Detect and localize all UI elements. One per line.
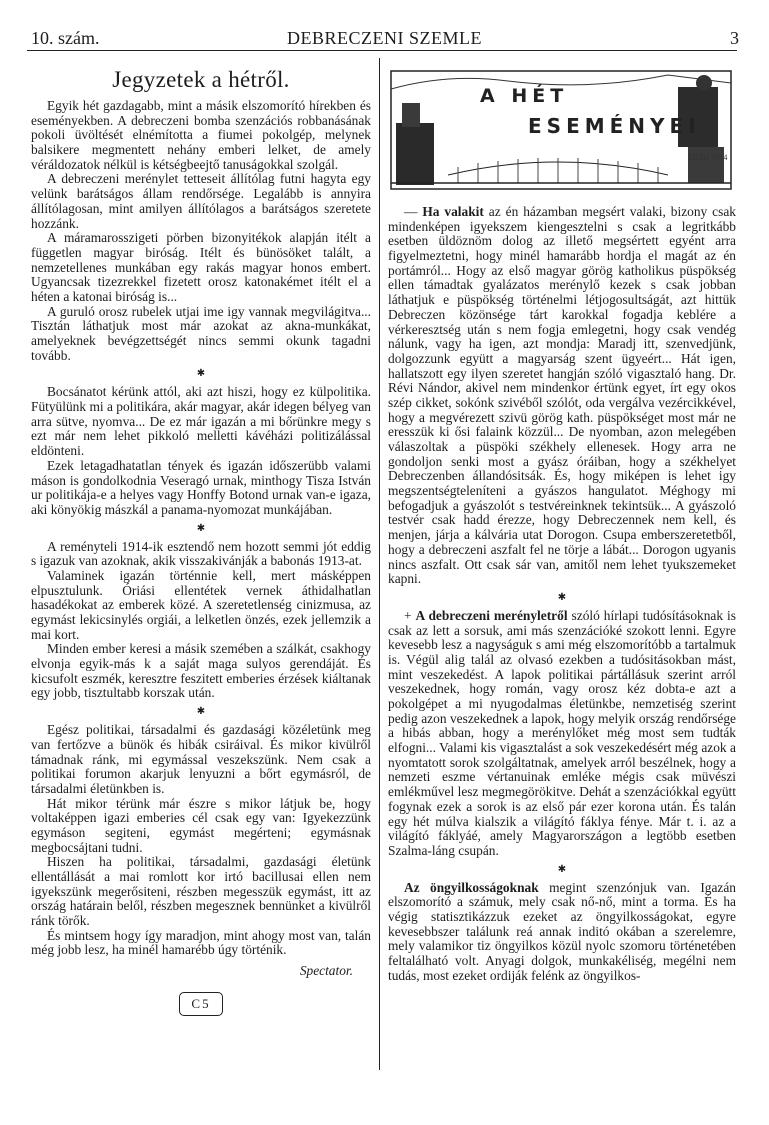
lead-phrase: A debreczeni merényletről [415, 607, 568, 623]
author-signature: Spectator. [299, 963, 353, 979]
section-separator: ✱ [557, 863, 567, 875]
paragraph: A reményteli 1914-ik esztendő nem hozott semmi jót eddig s igazuk van azoknak, akik visszakivánják a babonás 1913-at. [31, 538, 371, 569]
section-separator: ✱ [196, 522, 206, 534]
paragraph: Ezek letagadhatatlan tények és igazán időszerübb valami máson is gondolkodnia Veseragó urnak, minthogy Tisza István ur politikája-e a helyes vagy Honffy Botond urnak van-e igaza, aki könyökig mászkál a panama-nyomozat munkájában. [31, 457, 371, 517]
paragraph: — Ha valakit az én házamban megsért valaki, bizony csak mindenképen igyekszem kiengesztelni s csak a legritkább esetben üldöznöm dolog az illető megsértett egyént arra figyelmeztetni, hogy minél hamarább hordja el magát az én portámról... Hogy az első magyar görög katholikus püspökség ellen támadtak gyalázatos merénylő kezek s csak jobban láthatjuk e püspökség történelmi létjogosultságát, azt hittük Debreczen közönsége tárt karokkal fogadja keblére a vérkeresztség után s nem fogja emlegetni, hogy csak vendég nálunk, vagy ha igen, azt mondja: Maradj itt, szenvedjünk, dolgozzunk együtt a magyarság szent ügyeért... Hát igen, hallatszott egy ilyen szeretet hangján szóló vigasztaló hang. Dr. Révi Nándor, akivel nem mindenkor értünk egyet, írt egy okos szép cikket, sokónk szivéből szólót, oda vergálva vezércikkével, hogy a megvérezett szivü görög kath. püspökséget most már ne eresszük ki ősi falaink közzül... De nyomban, azon melegében válaszoltak a püspöki székhely ellenesek. Hogy arra ne gondoljon senki most a gyász óráiban, hogy a székhelyet Debreczenben állandósitsák. És, hogy miképen is lehet igy megszentségteleníteni a gyászos hangulatot. Méghogy mi befogadjuk a gyászolót s testvéreinknek tekintsük... A gyászoló testvér csak hadd érezze, hogy Debreczennek nem kell, és menjen, járja a kálvária utat Dorogon. Csupa emberszeretetből, hogy a debreczeni aszfalt fel ne törje a lábát... Dorogon ugyanis nincs aszfalt. Ott csak sár van, amitől nem lehet tyukszemeket kapni. [388, 204, 736, 587]
section-separator: ✱ [557, 591, 567, 603]
paragraph-text: megint szenzónjuk van. Igazán elszomorító a számuk, mely csak nő-nő, mint a torma. És ha végig statisztikázzuk ezeket az öngyilkosságokat, egyre kevesebbszer találunk reá annak inditó okában a szerelemre, mely valamikor tiz öngyilkos közül nyolc szomoru történetében feltalálható volt. Anyagi dolgok, munkakéliség, megélni nem tudás, most ezeket ordiják felénk az öngyilkos- [388, 879, 736, 983]
header-rule [27, 50, 737, 51]
printer-ornament: C5 [179, 992, 223, 1016]
artist-signature: TÖTH 1914 [688, 153, 728, 162]
paragraph: Egyik hét gazdagabb, mint a másik elszomorító hírekben és eseményekben. A debreczeni bomba szenzációs robbanásának pokoli üvöltését elnémította a fiumei pokolgép, melynek balsikere megmentett nehány emberi lelket, de amely véráldozatok nélkül is kétségbeejtő tanuságokkal szolgál. [31, 98, 371, 172]
banner-title-line2: ESEMÉNYEI [528, 114, 701, 138]
paragraph: A máramarosszigeti pörben bizonyitékok alapján itélt a független magyar biróság. Itélt és bünösöket talált, a nemzetellenes munkában egy rakás magyar honos embert. Ugyancsak tizezrekkel fizetett orosz katonakémet itélt el a héten a katonai biróság is... [31, 230, 371, 304]
paragraph: Hát mikor térünk már észre s mikor látjuk be, hogy voltaképpen igazi emberies cél csak egy van: Igyekezzünk egymáson segiteni, egymást megérteni; egymásnak megbocsájtani tudni. [31, 795, 371, 855]
paragraph: Minden ember keresi a másik szemében a szálkát, csakhogy elvonja egyik-más k a saját maga sulyos gerendáját. És kicsufolt eszmék, keresztre feszitett emberies érzések kiáltanak egy jobb, tisztultabb korszak után. [31, 641, 371, 701]
column-divider [379, 58, 380, 1070]
lead-phrase: Az öngyilkosságoknak [404, 879, 539, 895]
paragraph: Valaminek igazán történnie kell, mert másképpen elpusztulunk. Óriási ellentétek vernek áthidalhatlan hasadékokat az emberek közé. A szeretetlenség cinizmusa, az egymást lekicsinylés orgiái, a lelketlen önzés, ezek jellemzik a mai kort. [31, 567, 371, 642]
paragraph: A guruló orosz rubelek utjai ime igy vannak megvilágitva... Tisztán láthatjuk most már azokat az akna-munkákat, amelyeknek bevégzettségét nincs semmi okunk tagadni tovább. [31, 303, 371, 363]
paragraph: A debreczeni merénylet tetteseit állítólag futni hagyta egy velünk barátságos állam rendőrsége. Legalább is annyira állítólagosan, mint amilyen állítólagos a barátságos szeretete hozzánk. [31, 171, 371, 231]
section-banner [388, 63, 734, 193]
journal-title: DEBRECZENI SZEMLE [287, 28, 482, 48]
paragraph: Hiszen ha politikai, társadalmi, gazdasági életünk ellentállását a mai romlott kor irtó bacillusai ellen nem igyekszünk megerősiteni, részben megesszük egymást, itt az ország határain belől, részben megesznek bennünket a kivülről ránk törők. [31, 854, 371, 929]
article-title: Jegyzetek a hétről. [112, 67, 290, 92]
paragraph-text: az én házamban megsért valaki, bizony csak mindenképen igyekszem kiengesztelni s csak a legritkább esetben üldöznöm dolog az illető megsértett egyént arra figyelmeztetni, hogy minél hamarább hordja el magát az én portámról... Hogy az első magyar görög katholikus püspökség ellen támadtak gyalázatos merénylő kezek s csak jobban láthatjuk e püspökség történelmi létjogosultságát, azt hittük Debreczen közönsége tárt karokkal fogadja keblére a vérkeresztség után s nem fogja emlegetni, hogy csak vendég nálunk, vagy ha igen, azt mondja: Maradj itt, szenvedjünk, dolgozzunk együtt a magyarság szent ügyeért... Hát igen, hallatszott egy ilyen szeretet hangján szóló vigasztaló hang. Dr. Révi Nándor, akivel nem mindenkor értünk egyet, írt egy okos szép cikket, sokónk szivéből szólót, oda vergálva vezércikkével, hogy a megvérezett szivü görög kath. püspökséget most már ne eresszük ki ősi falaink közzül... De nyomban, azon melegében válaszoltak a püspöki székhely ellenesek. Hogy arra ne gondoljon senki most a gyász óráiban, hogy a székhelyet Debreczenben állandósitsák. És, hogy miképen is lehet igy megszentségteleníteni a gyászos hangulatot. Méghogy mi befogadjuk a gyászolót s testvéreinknek tekintsük... A gyászoló testvér csak hadd érezze, hogy Debreczennek nem kell, és menjen, járja a kálvária utat Dorogon. Csupa emberszeretetből, hogy a debreczeni aszfalt fel ne törje a lábát... Dorogon ugyanis nincs aszfalt. Ott csak sár van, amitől nem lehet tyukszemeket kapni. [388, 204, 736, 587]
issue-number: 10. szám. [31, 28, 100, 48]
running-header [0, 0, 769, 52]
paragraph-text: szóló hírlapi tudósításoknak is csak az lett a sorsuk, ami más szenzációké szokott lenni. Egyre kevesebb lesz a nagyságuk s ami még elszomorítóbb a tartalmuk is. Végül alig talál az olvasó ezekben a tudósitásokban mást, mint veszekedést. A lapok politikai pártállásuk szerint arról veszekednek, hogy román, vagy orosz kéz dobta-e azt a pokolgépet a mi nyugodalmas életünkbe, nemzetiség szerint pedig azon veszekednek a lapok, hogy melyik ország rendőrsége a hibás abban, hogy a merénylőket még most sem tudták elfogni... Valami kis vigasztalást a sok veszekedésért még azok a nyomtatott sorok szolgáltatnak, amelyek arról beszélnek, hogy a nemzeti eszme vértanuinak emléke mégis csak müvészi emlékművel lesz megmegörökitve. Dehát a szenzációkkal együtt fogynak ezek a sorok is az első pár ezer korona után. És talán egy hét múlva kialszik a világító fáklya fénye. Már t. i. az a világító fáklyáé, amely Magyarországon a legtöbb esetben Szalma-láng csupán. [388, 607, 736, 858]
banner-title-line1: A HÉT [480, 85, 569, 107]
paragraph: És mintsem hogy így maradjon, mint ahogy most van, talán még jobb lesz, ha minél hamarébb úgy történik. [31, 927, 371, 958]
paragraph [388, 881, 736, 984]
section-separator: ✱ [196, 706, 206, 718]
right-column [388, 61, 736, 983]
paragraph: + A debreczeni merényletről szóló hírlapi tudósításoknak is csak az lett a sorsuk, ami más szenzációké szokott lenni. Egyre kevesebb lesz a nagyságuk s ami még elszomorítóbb a tartalmuk is. Végül alig talál az olvasó ezekben a tudósitásokban mást, mint veszekedést. A lapok politikai pártállásuk szerint arról veszekednek, hogy román, vagy orosz kéz dobta-e azt a pokolgépet a mi nyugodalmas életünkbe, nemzetiség szerint pedig azon veszekednek a lapok, hogy melyik ország rendőrsége a hibás abban, hogy a merénylőket még most sem tudták elfogni... Valami kis vigasztalást a sok veszekedésért még azok a nyomtatott sorok szolgáltatnak, amelyek arról beszélnek, hogy a nemzeti eszme vértanuinak emléke mégis csak müvészi emlékművel lesz megmegörökitve. Dehát a szenzációkkal együtt fogynak ezek a sorok is az első pár ezer korona után. És talán egy hét múlva kialszik a világító fáklya fénye. Már t. i. az a világító fáklyáé, amely Magyarországon a legtöbb esetben Szalma-láng csupán. [388, 607, 736, 858]
left-column [31, 65, 371, 1016]
lead-phrase: Ha valakit [422, 204, 484, 219]
paragraph: Bocsánatot kérünk attól, aki azt hiszi, hogy ez külpolitika. Fütyülünk mi a politikára, akár magyar, akár idegen bélyeg van arra sütve, nyomva... De ez már igazán a mi bőrünkre megy s ezt már nem lehet pikkoló melletti kávéházi politizálással eldönteni. [31, 384, 371, 459]
section-separator: ✱ [196, 368, 206, 380]
paragraph: Egész politikai, társadalmi és gazdasági közéletünk meg van fertőzve a bünök és hibák csiráival. És mikor kivülről támadnak ránk, mi egymással veszekszünk. Nem csak a politikai forumon akarjuk lenyuzni a bőrt egymásról, de társadalmi életünkben is. [31, 722, 371, 796]
page-number: 3 [730, 28, 739, 48]
